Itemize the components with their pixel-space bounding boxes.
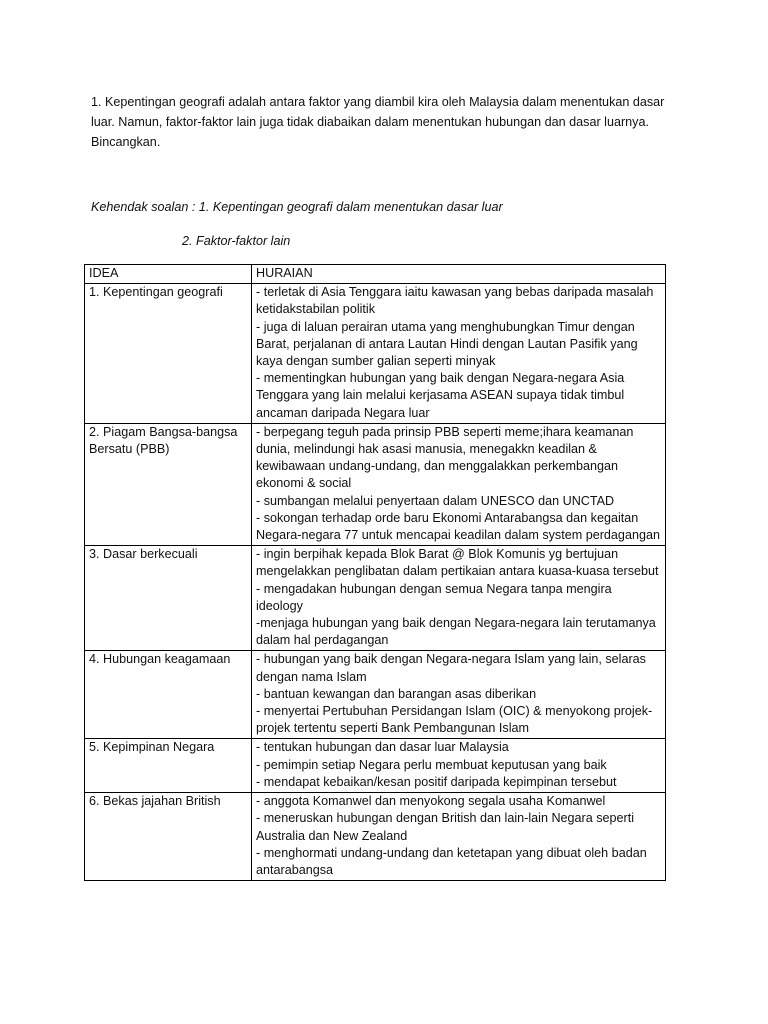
idea-cell: 5. Kepimpinan Negara (85, 739, 252, 793)
huraian-point: - sokongan terhadap orde baru Ekonomi Antarabangsa dan kegaitan Negara-negara 77 untuk mencapai keadilan dalam system perdagangan (256, 510, 660, 543)
huraian-point: - juga di laluan perairan utama yang menghubungkan Timur dengan Barat, perjalanan di antara Lautan Hindi dengan Lautan Pasifik yang kaya dengan sumber galian seperti minyak (256, 319, 638, 369)
idea-cell: 6. Bekas jajahan British (85, 793, 252, 881)
idea-cell: 2. Piagam Bangsa-bangsa Bersatu (PBB) (85, 423, 252, 545)
huraian-point: - terletak di Asia Tenggara iaitu kawasan yang bebas daripada masalah ketidakstabilan politik (256, 285, 654, 317)
huraian-point: - tentukan hubungan dan dasar luar Malaysia (256, 740, 509, 755)
question-text: 1. Kepentingan geografi adalah antara faktor yang diambil kira oleh Malaysia dalam menentukan dasar luar. Namun, faktor-faktor lain juga tidak diabaikan dalam menentukan hubungan dan dasar luarnya. Bincangkan. (91, 95, 665, 149)
idea-cell: 1. Kepentingan geografi (85, 284, 252, 424)
header-huraian: HURAIAN (252, 265, 666, 284)
table-header-row (85, 265, 666, 284)
huraian-point: - mementingkan hubungan yang baik dengan Negara-negara Asia Tenggara yang lain melalui kerjasama ASEAN supaya tidak timbul ancaman daripada Negara luar (256, 371, 625, 420)
huraian-point: - menghormati undang-undang dan ketetapan yang dibuat oleh badan antarabangsa (256, 845, 647, 877)
huraian-point: - mendapat kebaikan/kesan positif daripada kepimpinan tersebut (256, 774, 617, 789)
huraian-cell (252, 284, 666, 424)
table-row (85, 651, 666, 739)
table-row (85, 739, 666, 793)
huraian-point: - berpegang teguh pada prinsip PBB seperti meme;ihara keamanan dunia, melindungi hak asasi manusia, menegakkn keadilan & kewibawaan undang-undang, dan menggalakkan perkembangan ekonomi & social (256, 424, 634, 491)
huraian-point: - hubungan yang baik dengan Negara-negara Islam yang lain, selaras dengan nama Islam (256, 652, 646, 684)
huraian-point: - meneruskan hubungan dengan British dan lain-lain Negara seperti Australia dan New Zealand (256, 811, 635, 843)
huraian-point: - menyertai Pertubuhan Persidangan Islam (OIC) & menyokong projek-projek tertentu seperti Bank Pembangunan Islam (256, 704, 653, 736)
header-idea: IDEA (85, 265, 252, 284)
table-row (85, 793, 666, 881)
huraian-point: -menjaga hubungan yang baik dengan Negara-negara lain terutamanya dalam hal perdagangan (256, 616, 656, 648)
huraian-cell (252, 423, 666, 545)
huraian-point: - anggota Komanwel dan menyokong segala usaha Komanwel (256, 794, 606, 809)
huraian-cell (252, 546, 666, 651)
idea-cell: 4. Hubungan keagamaan (85, 651, 252, 739)
huraian-point: - bantuan kewangan dan barangan asas diberikan (256, 686, 537, 701)
huraian-point: - ingin berpihak kepada Blok Barat @ Blok Komunis yg bertujuan mengelakkan penglibatan dalam pertikaian antara kuasa-kuasa tersebut (256, 547, 659, 579)
table-row (85, 546, 666, 651)
requirement-line-2: 2. Faktor-faktor lain (182, 234, 291, 248)
huraian-point: - sumbangan melalui penyertaan dalam UNESCO dan UNCTAD (256, 493, 615, 508)
huraian-point: - mengadakan hubungan dengan semua Negara tanpa mengira ideology (256, 581, 612, 613)
huraian-cell (252, 739, 666, 793)
table-row (85, 423, 666, 545)
idea-cell: 3. Dasar berkecuali (85, 546, 252, 651)
table-row (85, 284, 666, 424)
huraian-cell (252, 651, 666, 739)
requirement-line-1: Kehendak soalan : 1. Kepentingan geografi dalam menentukan dasar luar (91, 200, 503, 214)
huraian-cell (252, 793, 666, 881)
idea-table (84, 264, 666, 881)
huraian-point: - pemimpin setiap Negara perlu membuat keputusan yang baik (256, 757, 607, 772)
